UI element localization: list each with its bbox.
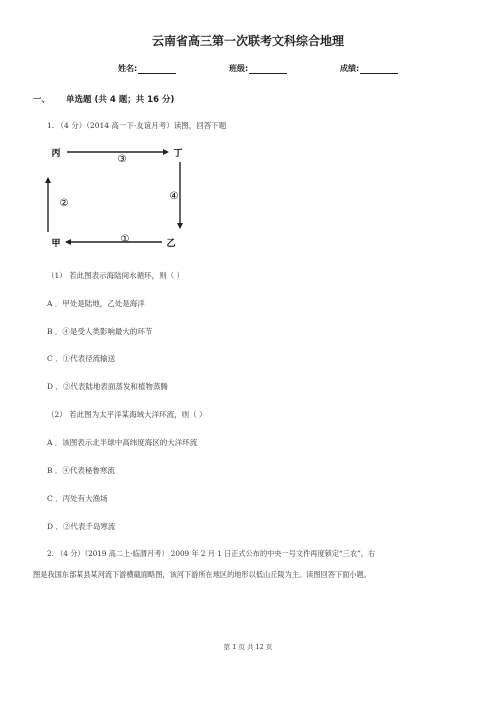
class-label: 班级:	[229, 64, 249, 73]
corner-label-ding: 丁	[173, 149, 183, 159]
q1-sub1-option-b[interactable]: B ．④是受人类影响最大的环节	[47, 327, 153, 336]
name-field	[118, 63, 176, 74]
name-blank[interactable]	[138, 65, 176, 74]
corner-label-jia: 甲	[51, 239, 61, 249]
q1-sub1-option-c[interactable]: C ．①代表径流输送	[47, 354, 116, 363]
label-arrow-4: ④	[169, 191, 179, 202]
page-footer: 第 1 页 共 12 页	[223, 643, 273, 651]
score-blank[interactable]	[360, 65, 398, 74]
class-field	[229, 63, 287, 74]
section-number: 一、	[33, 95, 51, 105]
q1-sub2-option-a[interactable]: A ．该图表示北半球中高纬度海区的大洋环流	[47, 438, 198, 447]
score-field	[340, 63, 398, 74]
q1-sub1-option-d[interactable]: D ．②代表陆地表面蒸发和植物蒸腾	[47, 382, 168, 391]
q1-sub1-option-a[interactable]: A ．甲处是陆地，乙处是海洋	[47, 299, 145, 308]
class-blank[interactable]	[249, 65, 287, 74]
q1-sub1-stem: （1） 若此图表示海陆间水循环，则（ ）	[47, 271, 185, 280]
page-title: 云南省高三第一次联考文科综合地理	[151, 34, 344, 48]
section-heading	[33, 93, 174, 105]
q2-stem-line1: 2. （4 分）（2019 高二上·临渭月考） 2009 年 2 月 1 日正式公布的中央一号文件再度锁定“三农”，右	[47, 549, 376, 558]
name-label: 姓名:	[118, 64, 138, 73]
section-title: 单选题 (共 4 题；共 16 分)	[66, 95, 175, 105]
corner-label-bing: 丙	[51, 149, 61, 159]
circulation-diagram	[40, 140, 200, 252]
q1-sub2-option-d[interactable]: D ．②代表千岛寒流	[47, 522, 116, 531]
label-arrow-1: ①	[120, 234, 130, 245]
q1-sub2-option-b[interactable]: B ．④代表秘鲁寒流	[47, 466, 115, 475]
label-arrow-3: ③	[117, 154, 127, 165]
label-arrow-2: ②	[59, 198, 69, 209]
corner-label-yi: 乙	[166, 239, 176, 249]
q1-stem: 1. （4 分）（2014 高一下·友谊月考）读图，回答下题	[47, 121, 227, 130]
q1-sub2-option-c[interactable]: C ．丙处有大渔场	[47, 494, 108, 503]
score-label: 成绩:	[340, 64, 360, 73]
q2-stem-line2: 图是我国东部某县某河流下游横截面略图，该河下游所在地区的地形以低山丘陵为主。读图回答下面小题。	[33, 570, 371, 579]
q1-sub2-stem: （2） 若此图为太平洋某海域大洋环流，则（ ）	[47, 410, 207, 419]
